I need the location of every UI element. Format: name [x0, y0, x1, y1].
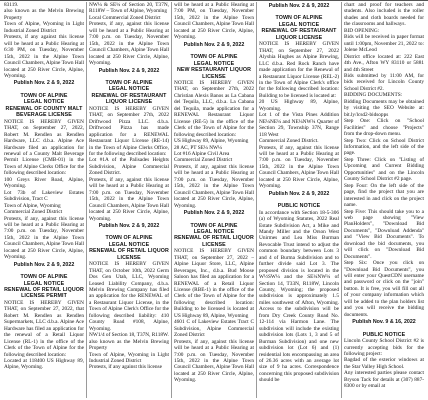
- notice-paragraph: Any interested parties please contact Bryson Tack for details at (307) 887-8300 or by email at: [344, 370, 424, 390]
- notice-heading: RENEWAL OF RETAIL LIQUOR LICENSE PERMIT: [4, 287, 84, 300]
- column-divider: [341, 2, 342, 398]
- notice-heading: LEGAL NOTICE: [108, 86, 150, 93]
- notice-paragraph: Step Three: Click on "Listing of Upcoming and Current Bidding Opportunities" and on the Lincoln County School District #2 page.: [344, 156, 424, 183]
- notice-paragraph: NOTICE IS HEREBY GIVEN THAT, on September 27, 2022 – Alpine Liquor Store, LLC, Alpine Beverages, Inc., d.b.a. Bud Moose Saloon has filed an application for a RENEWAL of a Retail Liquor License (RBE-1) in the office of the Clerk of the Town of Alpine for the following described location: Building to be licensed is located at US Highway 89, Alpine, Wyoming: [174, 248, 254, 319]
- notice-paragraph: Town of Alpine, Wyoming: [4, 202, 61, 209]
- publish-dates: Publish Nov. 2 & 9, 2022: [268, 3, 330, 9]
- publish-dates: Publish Nov. 9 & 16, 2022: [352, 319, 416, 326]
- notice-paragraph: Commercial Zoned District.: [259, 138, 319, 145]
- publish-dates: Publish Nov. 2 & 9, 2022: [98, 222, 160, 229]
- notice-heading: LEGAL NOTICE: [278, 21, 320, 28]
- notice-heading: TOWN OF ALPINE: [105, 79, 153, 86]
- notice-paragraph: NOTICE IS HEREBY GIVEN THAT, on September 27th, 2022 Driftwood Pizza LLC. d.b.a. Driftwood Pizza has made application for a RENEWAL Restaurant Liquor License (RE-14) in the Town of Alpine Clerks Office, for the following described location:: [89, 105, 169, 157]
- publish-dates: Publish Nov. 2 & 9, 2022: [98, 67, 160, 74]
- notice-paragraph: 100 Greys River Road, Alpine, Wyoming.: [4, 176, 84, 190]
- notice-paragraph: NOTICE IS HEREBY GIVEN THAT, on September 27, 2022 Alyshia Hughes as Alpine Brewing, LLC d.b.a. Red Rock Ranch have made application for the Renewal of a Restaurant Liquor License (REL-2) in the Town of Alpine Clerk's office for the following described location: Building to be licensed is located at:: [259, 41, 339, 99]
- notice-paragraph: Lot #16 Alpine Civil Area: [174, 150, 230, 157]
- notice-paragraph: Protests, if any, against this license will be heard at a Public Hearing at 7:00 p.m. on Tuesday, November 15th, 2022 in the Alpine Town Council Chambers, Alpine Town Hall located at 250 River Circle, Alpine, Wyoming.: [89, 21, 169, 67]
- notice-column-2: [89, 2, 169, 398]
- notice-paragraph: Bagdad of the exterior windows at the Star Valley High School.: [344, 357, 424, 370]
- notice-heading: NEW RESTAURANT LIQUOR LICENSE: [176, 67, 252, 80]
- notice-column-4: [259, 2, 339, 398]
- notice-heading: LEGAL NOTICE: [23, 280, 65, 287]
- notice-paragraph: BIDDING DOCUMENTS:: [344, 92, 403, 99]
- notice-heading: PUBLIC NOTICE: [277, 203, 321, 210]
- notice-paragraph: will be heard at a Public Hearing at 7:00 PM, on Tuesday, November 15th, 2022 in the Alpine Town Council Chambers, Alpine Town Hall located at 250 River Circle, Alpine, Wyoming.: [174, 2, 254, 41]
- notice-heading: PUBLIC NOTICE: [362, 331, 406, 338]
- notice-heading: RENEWAL OF RETAIL LIQUOR LICENSE: [89, 248, 169, 261]
- notice-heading: LEGAL NOTICE: [108, 241, 150, 248]
- notice-paragraph: NOTICE IS HEREBY GIVEN THAT, on September 27, 2022, Robert M. Rendlen as Rendlen Hardware, LLC d.b.a. Alpine Ace Hardware filed an application for renewal of a County Malt Beverage Permit License (CMB-01) in the Town of Alpine Clerks Office for the following described location:: [4, 118, 84, 177]
- notice-heading: TOWN OF ALPINE: [275, 15, 323, 22]
- column-divider: [256, 2, 257, 398]
- notice-heading: TOWN OF ALPINE: [20, 92, 68, 99]
- notice-paragraph: BID OPENING:: [344, 27, 380, 34]
- notice-paragraph: Bids will be received in paper format until 1:00pm, November 21, 2022 to: Jolene McLeod: [344, 34, 424, 54]
- notice-paragraph: Protests, if any, against this license will be heard at a Public Hearing at 7:00 p.m. on Tuesday, November 15th, 2022 in the Alpine Town Council Chambers, Alpine Town Hall located at 250 River Circle, Alpine, Wyoming.: [259, 144, 339, 190]
- notice-paragraph: Bidding Documents may be obtained by visiting the SEO Website at: bit.ly/lcsd2-bidsopps: [344, 98, 424, 118]
- top-rule: [0, 0, 428, 1]
- notice-heading: RENEWAL OF RESTAURANT LIQUOR LICENSE: [91, 92, 167, 106]
- publish-dates: Publish Nov. 2 & 9, 2022: [13, 80, 75, 87]
- notice-paragraph: Step Two: Click on School District Information, and the left side of the page.: [344, 137, 424, 157]
- notice-heading: TOWN OF ALPINE: [190, 222, 238, 229]
- notice-paragraph: Commercial Zoned District: [4, 209, 63, 216]
- notice-heading: TOWN OF ALPINE: [190, 54, 238, 61]
- notice-column-5: [344, 2, 424, 398]
- notice-paragraph: Lot 1 of the Vista Pines Addition NE¼NE¼ and NE¼NW¼ Quarter of Section 29, Township 37N, Range 118 West: [259, 112, 339, 138]
- notice-paragraph: also known as the Melvin Brewing Property: [89, 338, 169, 352]
- notice-paragraph: NOTICE IS HEREBY GIVEN THAT, on October 10th, 2022 Germ Dos Gen Utah, LLC, Wyoming Leased Liability Company, d.b.a. Melvin Brewing Company has filed an application for the RENEWAL of a Restaurant Liquor License, in the Town of Alpine Clerk's Office for the following described liability: 410 County Road #108, Alpine, Wyoming.: [89, 261, 169, 332]
- notice-paragraph: Lot #1A of the Palisades Heights Subdivision, Alpine Commercial Zoned District.: [89, 157, 169, 177]
- notice-paragraph: Bids submitted by 11:00 AM, for bids received for Lincoln County School District #2.: [344, 72, 424, 92]
- notice-paragraph: Step One: Click on "School Facilities" and choose "Projects" from the drop-down menu.: [344, 118, 424, 138]
- notice-paragraph: NOTICE IS HEREBY GIVEN THAT, on September 27th, 2022 Christian Alexis Banos as La Cabana del Tequila, LLC, d.b.a. La Cabana del Tequila, made application for a RENEWAL Restaurant Liquor License (RE-5) in the office of the Clerk of the Town of Alpine for the following described location:: [174, 79, 254, 138]
- notice-paragraph: Lot 73b of Lakeview Estates Subdivision, Tract C: [4, 189, 84, 203]
- notice-paragraph: Protests, if any, against this license will be heard at a Public Hearing at 7:00 p.m. on Tuesday, November 15th, 2022 in the Alpine Town Council Chambers, Alpine Town Hall located at 250 River Circle, Alpine, Wyoming.: [4, 215, 84, 261]
- notice-heading: RENEWAL OF RESTAURANT LIQUOR LICENSE: [261, 28, 337, 41]
- notice-heading: RENEWAL OF COUNTY MALT BEVERAGE LICENSE: [5, 105, 83, 119]
- notice-heading: TOWN OF ALPINE: [105, 235, 153, 242]
- publish-dates: Publish Nov. 2 & 9, 2022: [268, 190, 330, 197]
- notice-paragraph: 28 AC, PT SE¼ NW¼: [174, 144, 223, 151]
- publish-dates: Publish Nov. 2 & 9, 2022: [183, 41, 245, 48]
- column-divider: [86, 2, 87, 398]
- notice-paragraph: Protests, if any against this license will be heard at a Public Hearing at 6:30 PM, on Tuesday, November 15th, 2022 in the Alpine Town Council Chambers, Alpine Town Hall located at 250 River Circle, Alpine, Wyoming.: [4, 34, 84, 79]
- publish-dates: Publish Nov. 2 & 9, 2022: [183, 210, 245, 217]
- notice-paragraph: Protests, if any, against this license will be heard at a Public Hearing at 7:00 p.m. on Tuesday, November 15th, 2022 in the Alpine Town Council Chambers, Alpine Town Hall located at 250 River Circle, Alpine, Wyoming.: [89, 176, 169, 222]
- notice-paragraph: NW¼ & SE¼ of Section 20, T37N, R118W – Town of Alpine, Wyoming: [89, 2, 169, 15]
- notice-paragraph: Step Five: This should take you to a web page showing "View PlanHolders", "Download Bid Documents", "Download Addenda" and "View Bid Documents". To download the bid documents, you will click on "Download Bid Documents".: [344, 208, 424, 260]
- notice-paragraph: 4601 C of Lakeview Estates Tract C Subdivision, Alpine Commercial Zoned District: [174, 319, 254, 339]
- notice-paragraph: Step Six: Once you click on "Download Bid Documents", you will enter your QuestCDN username and password or click on the "join" button. It is free, you will fill out all of your company information which will be added to the plan holders list and you will receive the bidding documents.: [344, 260, 424, 318]
- notice-paragraph: also known as the Melvin Brewing Property: [4, 8, 84, 21]
- notice-paragraph: District office located at: 222 East 4th Ave., Afton WY 83110 or 5881 and 4th Street: [344, 53, 424, 73]
- publish-dates: Publish Nov. 2 & 9, 2022: [13, 261, 75, 268]
- notice-paragraph: In accordance with Section 18-5-306 (a) of Wyoming Statutes, 2022 Real Estate Subdivision Act, a Mike and Mandy Miller and the Orson West Unirmes and Lea Miss Burman Revocable Trust intend to adjust the common boundary between Lots 3 and 4 of Burma Subdivision and to further divide said Lot 3. The proposed division is located in the W½SW¼ and the SE¼NW¼ of Section 14, T33N, R118W, Lincoln County, Wyoming; the proposed subdivision is approximately 1.5 miles southwest of Afton, Wyoming. Access to the subdivision will be from Dry Creek County Road No. 12-114 via Harmon Lane. The subdivision will include the existing subdivision lots (Lots 1, 3 and 5 of Burman Subdivision) and one new subdivision lot (Lot 6) and (1) residential lots encompassing an area of 26.36 acres with an average lot size of 9 ha acres. Correspondence concerning this proposed subdivision should be: [259, 209, 339, 384]
- notice-paragraph: Lincoln County School District #2 is currently accepting bids for the following project:: [344, 338, 424, 358]
- notice-paragraph: Town of Alpine, Wyoming in Light Industrial Zoned District: [4, 21, 84, 34]
- notice-heading: LEGAL NOTICE: [23, 99, 65, 106]
- notice-paragraph: Commercial Zoned District: [174, 157, 233, 164]
- notice-paragraph: 20 US Highway 89, Alpine, Wyoming.: [259, 99, 339, 112]
- notice-paragraph: chart and proof for teachers and students. Also included is the roller shades and cloth boards needed for the classrooms and hallways.: [344, 2, 424, 28]
- notice-heading: RENEWAL OF RETAIL LIQUOR LICENSE: [174, 235, 254, 248]
- column-divider: [171, 2, 172, 398]
- notice-paragraph: 83119.: [4, 2, 19, 8]
- notice-heading: LEGAL NOTICE: [193, 228, 235, 235]
- notice-paragraph: US Highway 89, Alpine, Wyoming: [174, 138, 249, 145]
- notice-heading: TOWN OF ALPINE: [20, 274, 68, 281]
- notice-paragraph: Located at 118400 US Highway 89, Alpine, Wyoming.: [4, 358, 84, 371]
- notice-paragraph: Protests, if any, against this license will be heard at a Public Hearing at 7:00 p.m. on Tuesday, November 15th, 2022 in the Alpine Town Council Chambers, Alpine Town Hall located at 250 River Circle, Alpine, Wyoming.: [174, 338, 254, 384]
- notice-column-3: [174, 2, 254, 398]
- notice-column-1: [4, 2, 84, 398]
- notice-paragraph: Protests, if any, against this license will be heard at a Public Hearing at 7:00 p.m. on Tuesday, November 15th, 2022 in the Alpine Town Council Chambers, Alpine Town Hall located at 250 River Circle, Alpine, Wyoming.: [174, 163, 254, 209]
- notice-paragraph: NW1/4 of Section 18, T37N, R118W.: [89, 332, 169, 339]
- notice-paragraph: Protests, if any against this license: [89, 364, 162, 371]
- notice-paragraph: NOTICE IS HEREBY GIVEN THAT, on September 27, 2022, that Robert M. Rendlen as Rendlen Supermarkets, LLC d.b.a. Alpine Ace Hardware has filed an application for the renewal of a Retail Liquor License (RL-1) in the office of the Clerk of the Town of Alpine for the following described location:: [4, 299, 84, 358]
- notice-heading: LEGAL NOTICE: [193, 60, 235, 67]
- notice-paragraph: Step Four: On the left side of the page, find the project that you are interested in and click on the project name.: [344, 182, 424, 209]
- notice-paragraph: Local Commercial Zoned District: [89, 14, 161, 21]
- notice-paragraph: Town of Alpine, Wyoming in Light Industrial Zoned District: [89, 351, 169, 365]
